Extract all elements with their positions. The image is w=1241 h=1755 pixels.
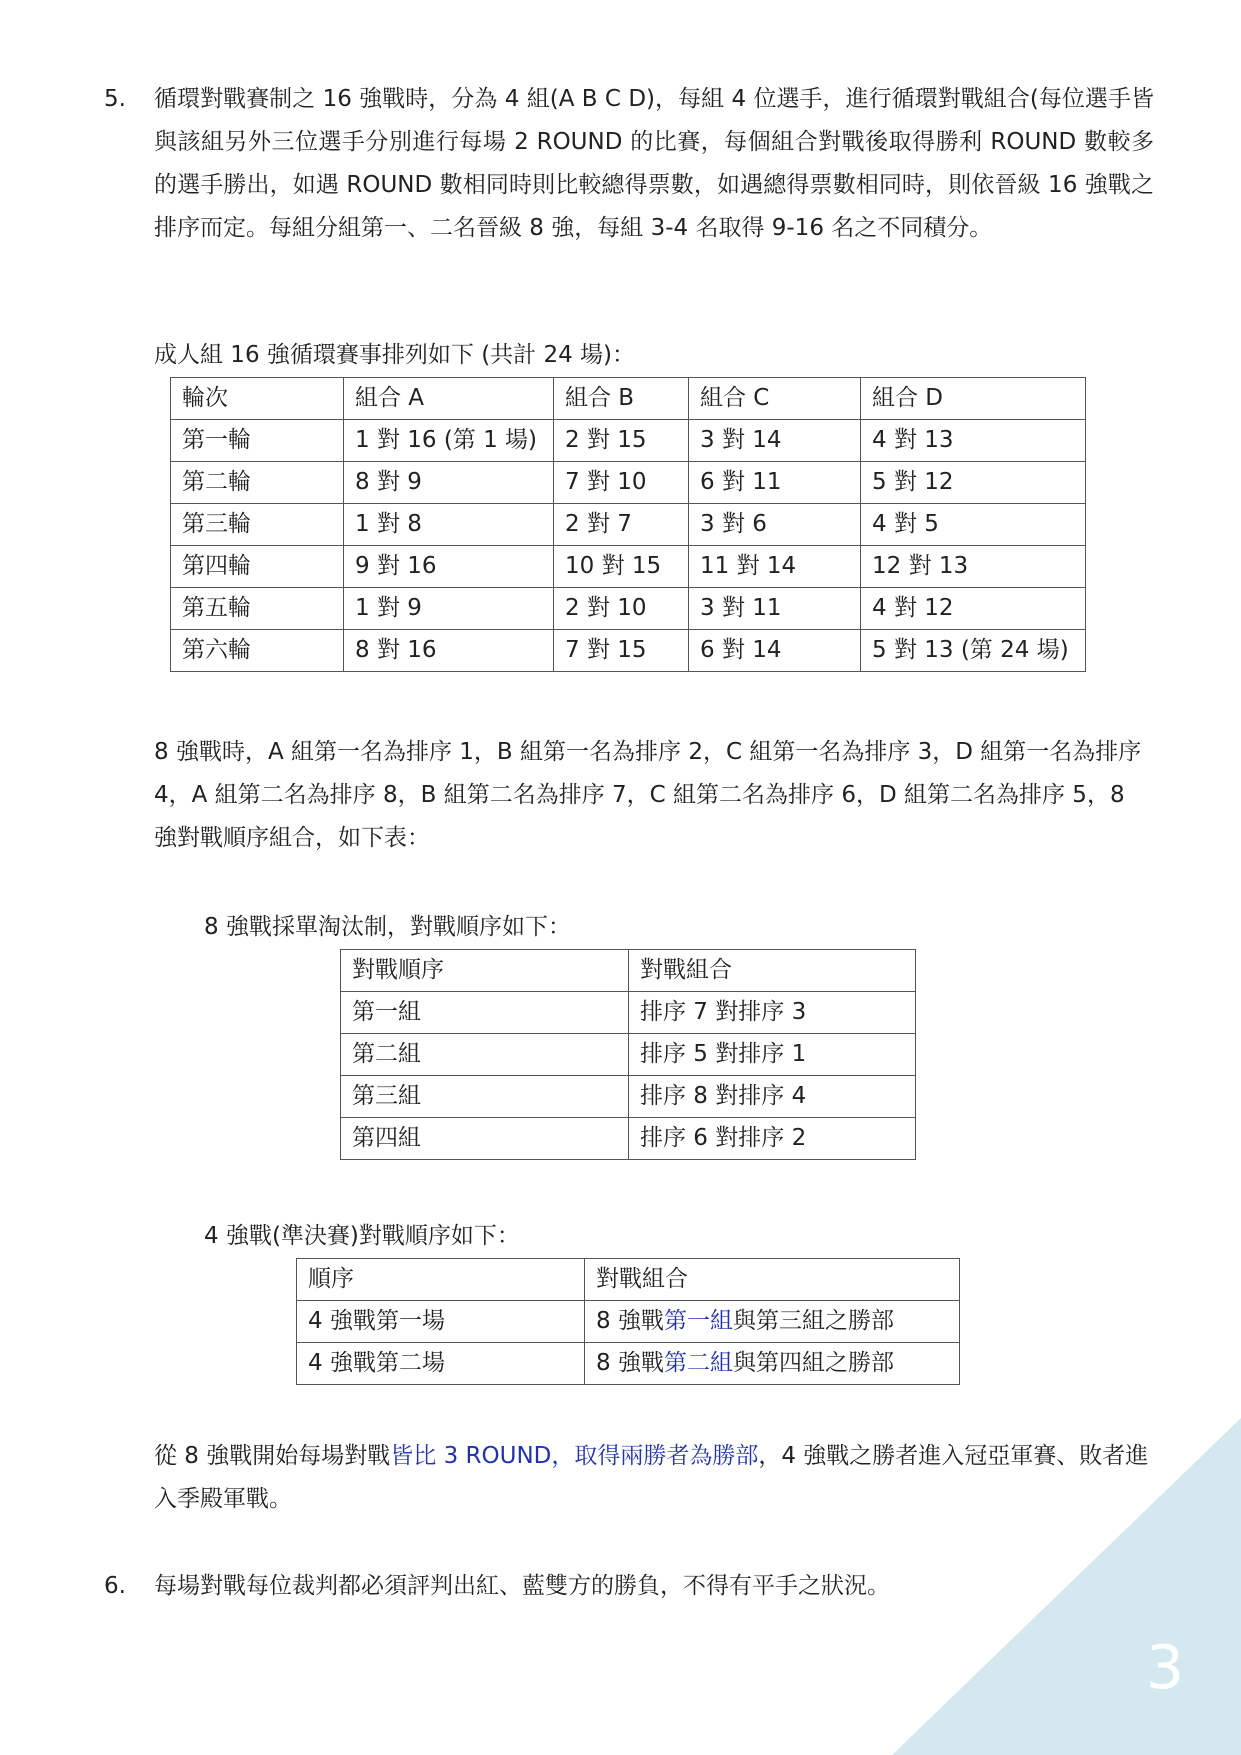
table-row <box>297 1343 960 1385</box>
table-cell <box>585 1301 960 1343</box>
table-cell: 第二組 <box>341 1034 629 1076</box>
header-cell: 組合 D <box>861 378 1086 420</box>
round-robin-table <box>170 377 1086 672</box>
table-cell: 排序 8 對排序 4 <box>629 1076 916 1118</box>
table-row <box>341 1076 916 1118</box>
item-number: 5. <box>104 86 126 112</box>
para-text: 從 8 強戰開始每場對戰 <box>154 1443 391 1469</box>
table-cell: 6 對 11 <box>689 462 861 504</box>
item-text: 循環對戰賽制之 16 強戰時，分為 4 組(A B C D)，每組 4 位選手，進行循環對戰組合(每位選手皆與該組另外三位選手分別進行每場 2 ROUND 的比賽，每個組合對戰後取得勝利 ROUND 數較多的選手勝出，如遇 ROUND 數相同時則比較總得票數，如遇總得票數相同時，則依晉級 16 強戰之排序而定。每組分組第一、二名晉級 8 強，每組 3-4 名取得 9-16 名之不同積分。 <box>154 86 1154 241</box>
table-cell: 第二輪 <box>171 462 344 504</box>
table-cell: 7 對 15 <box>554 630 689 672</box>
header-cell: 組合 A <box>344 378 554 420</box>
header-cell: 組合 C <box>689 378 861 420</box>
table-cell: 排序 6 對排序 2 <box>629 1118 916 1160</box>
table-cell <box>585 1343 960 1385</box>
table-cell: 3 對 14 <box>689 420 861 462</box>
rule-item-6 <box>104 1565 1154 1608</box>
table-cell: 2 對 15 <box>554 420 689 462</box>
table-row <box>171 546 1086 588</box>
table-cell: 第一組 <box>341 992 629 1034</box>
table-row <box>171 504 1086 546</box>
highlight-text: 皆比 3 ROUND，取得兩勝者為勝部 <box>390 1443 759 1469</box>
header-cell: 順序 <box>297 1259 585 1301</box>
table-row <box>341 992 916 1034</box>
cell-text: 8 強戰 <box>596 1350 664 1376</box>
table-cell: 1 對 8 <box>344 504 554 546</box>
quarterfinal-caption: 8 強戰採單淘汰制，對戰順序如下： <box>204 914 571 940</box>
table-cell: 第五輪 <box>171 588 344 630</box>
table-cell: 4 對 13 <box>861 420 1086 462</box>
quarterfinal-table <box>340 949 916 1160</box>
table-cell: 4 對 12 <box>861 588 1086 630</box>
table-cell: 第一輪 <box>171 420 344 462</box>
seeding-paragraph: 8 強戰時，A 組第一名為排序 1，B 組第一名為排序 2，C 組第一名為排序 3，D 組第一名為排序 4，A 組第二名為排序 8，B 組第二名為排序 7，C 組第二名為排序 6，D 組第二名為排序 5，8 強對戰順序組合，如下表： <box>154 739 1142 851</box>
table-cell: 排序 5 對排序 1 <box>629 1034 916 1076</box>
para-text: ，4 強戰之勝者進入冠亞軍賽、敗者進入季殿軍戰。 <box>154 1443 1149 1512</box>
table-header-row <box>171 378 1086 420</box>
semifinal-table <box>296 1258 960 1385</box>
semifinal-caption: 4 強戰(準決賽)對戰順序如下： <box>204 1223 520 1249</box>
table-row <box>171 420 1086 462</box>
table-cell: 1 對 9 <box>344 588 554 630</box>
table-cell: 4 強戰第一場 <box>297 1301 585 1343</box>
cell-text: 與第三組之勝部 <box>732 1308 894 1334</box>
table-cell: 9 對 16 <box>344 546 554 588</box>
table-cell: 11 對 14 <box>689 546 861 588</box>
table-cell: 8 對 16 <box>344 630 554 672</box>
table-cell: 4 強戰第二場 <box>297 1343 585 1385</box>
highlight-text: 第一組 <box>663 1308 733 1334</box>
header-cell: 對戰組合 <box>629 950 916 992</box>
table-header-row <box>341 950 916 992</box>
table-cell: 第四輪 <box>171 546 344 588</box>
table-cell: 8 對 9 <box>344 462 554 504</box>
table-cell: 5 對 12 <box>861 462 1086 504</box>
table-cell: 7 對 10 <box>554 462 689 504</box>
table-row <box>341 1118 916 1160</box>
table-cell: 第三組 <box>341 1076 629 1118</box>
table-row <box>297 1301 960 1343</box>
cell-text: 8 強戰 <box>596 1308 664 1334</box>
table-row <box>341 1034 916 1076</box>
table-row <box>171 462 1086 504</box>
header-cell: 組合 B <box>554 378 689 420</box>
page-number: 3 <box>1145 1633 1185 1703</box>
table-row <box>171 588 1086 630</box>
rule-item-5 <box>104 78 1154 250</box>
final-paragraph <box>154 1435 1154 1521</box>
table-cell: 4 對 5 <box>861 504 1086 546</box>
table-cell: 12 對 13 <box>861 546 1086 588</box>
header-cell: 對戰組合 <box>585 1259 960 1301</box>
table-cell: 第四組 <box>341 1118 629 1160</box>
table-cell: 第六輪 <box>171 630 344 672</box>
header-cell: 輪次 <box>171 378 344 420</box>
table-cell: 第三輪 <box>171 504 344 546</box>
table-cell: 2 對 7 <box>554 504 689 546</box>
table-cell: 排序 7 對排序 3 <box>629 992 916 1034</box>
item-text: 每場對戰每位裁判都必須評判出紅、藍雙方的勝負，不得有平手之狀況。 <box>154 1573 890 1599</box>
table-header-row <box>297 1259 960 1301</box>
table-cell: 6 對 14 <box>689 630 861 672</box>
table-cell: 10 對 15 <box>554 546 689 588</box>
table-row <box>171 630 1086 672</box>
cell-text: 與第四組之勝部 <box>732 1350 894 1376</box>
round-robin-caption: 成人組 16 強循環賽事排列如下 (共計 24 場)： <box>154 342 636 368</box>
table-cell: 3 對 6 <box>689 504 861 546</box>
table-cell: 2 對 10 <box>554 588 689 630</box>
table-cell: 5 對 13 (第 24 場) <box>861 630 1086 672</box>
table-cell: 1 對 16 (第 1 場) <box>344 420 554 462</box>
highlight-text: 第二組 <box>663 1350 733 1376</box>
item-number: 6. <box>104 1573 126 1599</box>
table-cell: 3 對 11 <box>689 588 861 630</box>
header-cell: 對戰順序 <box>341 950 629 992</box>
